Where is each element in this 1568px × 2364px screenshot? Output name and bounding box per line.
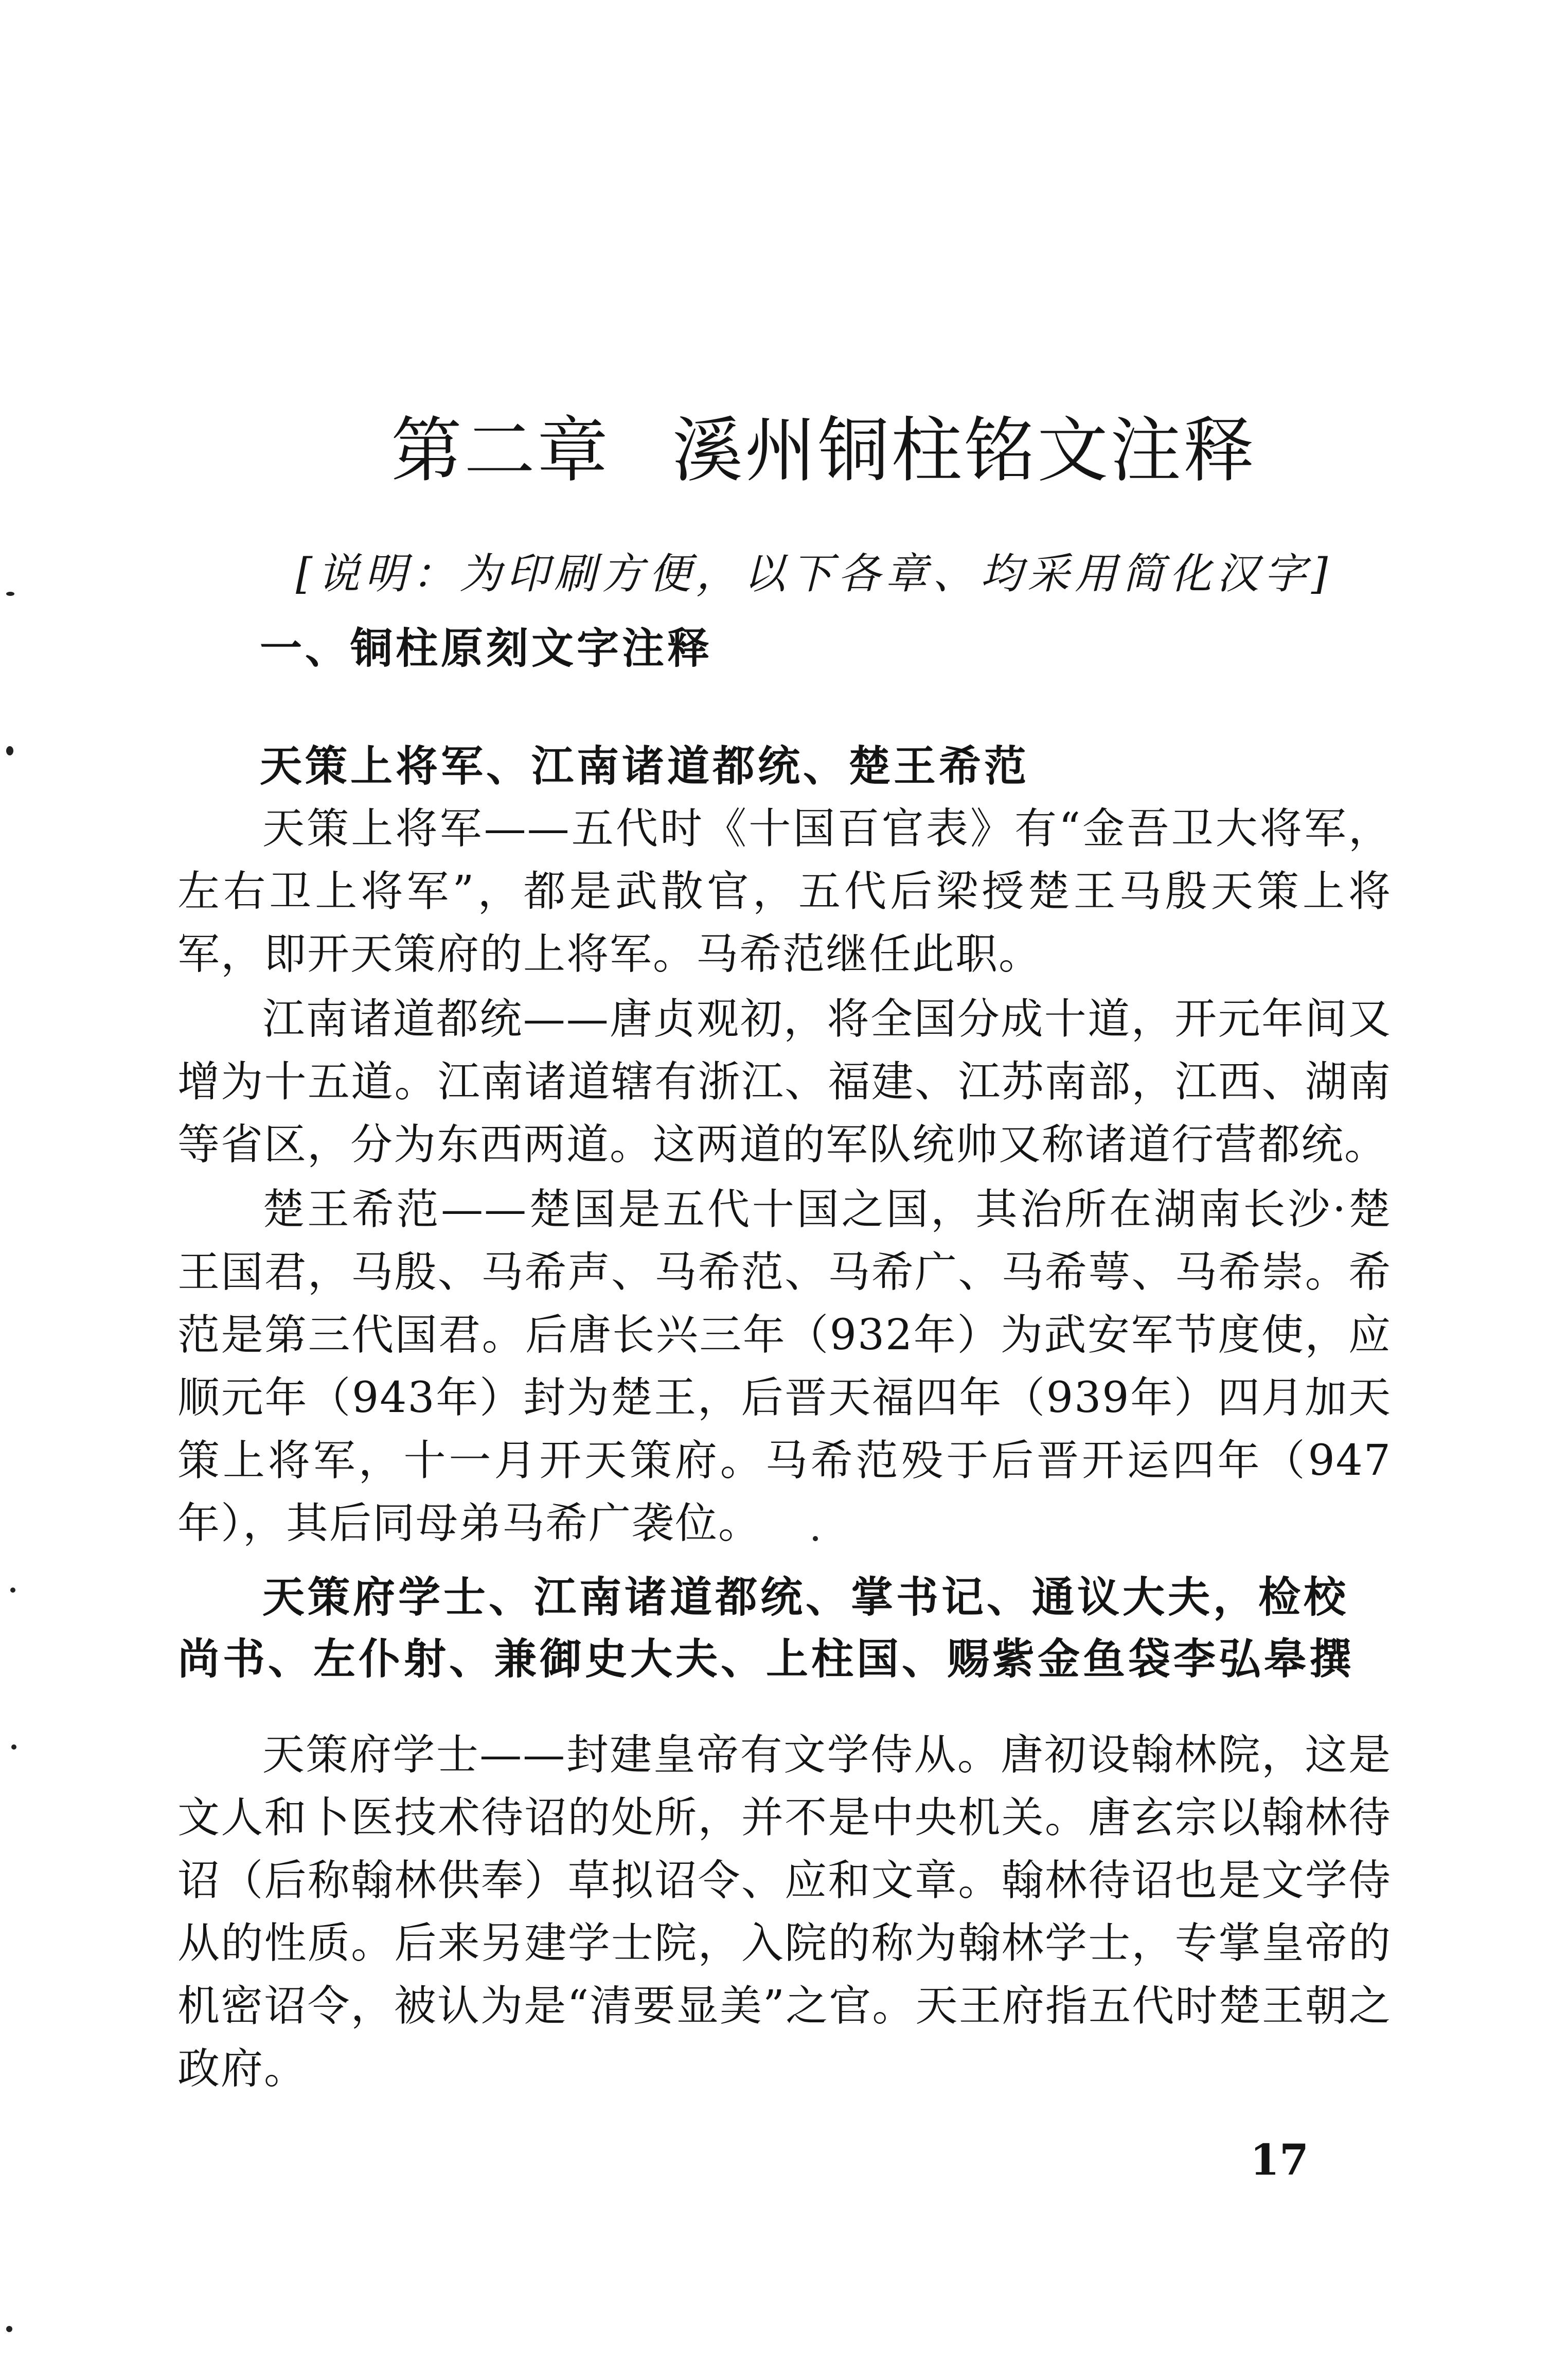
page-number: 17 (1250, 2136, 1309, 2185)
entry-heading-2: 天策府学士、江南诸道都统、掌书记、通议大夫，检校尚书、左仆射、兼御史大夫、上柱国、赐紫金鱼袋李弘皋撰 (177, 1573, 1355, 1684)
entry-heading-1: 天策上将军、江南诸道都统、楚王希范 (260, 742, 1030, 791)
paragraph-1: 天策上将军——五代时《十国百官表》有“金吾卫大将军，左右卫上将军”，都是武散官，五代后梁授楚王马殷天策上将军，即开天策府的上将军。马希范继任此职。 (177, 804, 1392, 979)
chapter-name: 溪州铜柱铭文注释 (672, 409, 1257, 492)
scan-speck (6, 2326, 12, 2332)
scan-speck (6, 592, 14, 596)
scan-speck (11, 1744, 16, 1750)
scan-speck (813, 1536, 818, 1541)
section-heading: 一、铜柱原刻文字注释 (260, 624, 713, 673)
paragraph-2: 江南诸道都统——唐贞观初，将全国分成十道，开元年间又增为十五道。江南诸道辖有浙江、福建、江苏南部，江西、湖南等省区，分为东西两道。这两道的军队统帅又称诸道行营都统。 (177, 995, 1392, 1169)
chapter-number: 第二章 (391, 409, 611, 492)
scan-speck (6, 746, 13, 755)
chapter-title (391, 409, 1257, 492)
paragraph-4: 天策府学士——封建皇帝有文学侍从。唐初设翰林院，这是文人和卜医技术待诏的处所，并不是中央机关。唐玄宗以翰林待诏（后称翰林供奉）草拟诏令、应和文章。翰林待诏也是文学侍从的性质。后来另建学士院，入院的称为翰林学士，专掌皇帝的机密诏令，被认为是“清要显美”之官。天王府指五代时楚王朝之政府。 (177, 1731, 1392, 2093)
paragraph-3: 楚王希范——楚国是五代十国之国，其治所在湖南长沙·楚王国君，马殷、马希声、马希范、马希广、马希萼、马希崇。希范是第三代国君。后唐长兴三年（932年）为武安军节度使，应顺元年（943年）封为楚王，后晋天福四年（939年）四月加天策上将军，十一月开天策府。马希范殁于后晋开运四年（947年），其后同母弟马希广袭位。 (177, 1185, 1392, 1548)
editorial-note: [说明：为印刷方便，以下各章、均采用简化汉字] (296, 550, 1333, 598)
scan-speck (10, 1587, 15, 1593)
